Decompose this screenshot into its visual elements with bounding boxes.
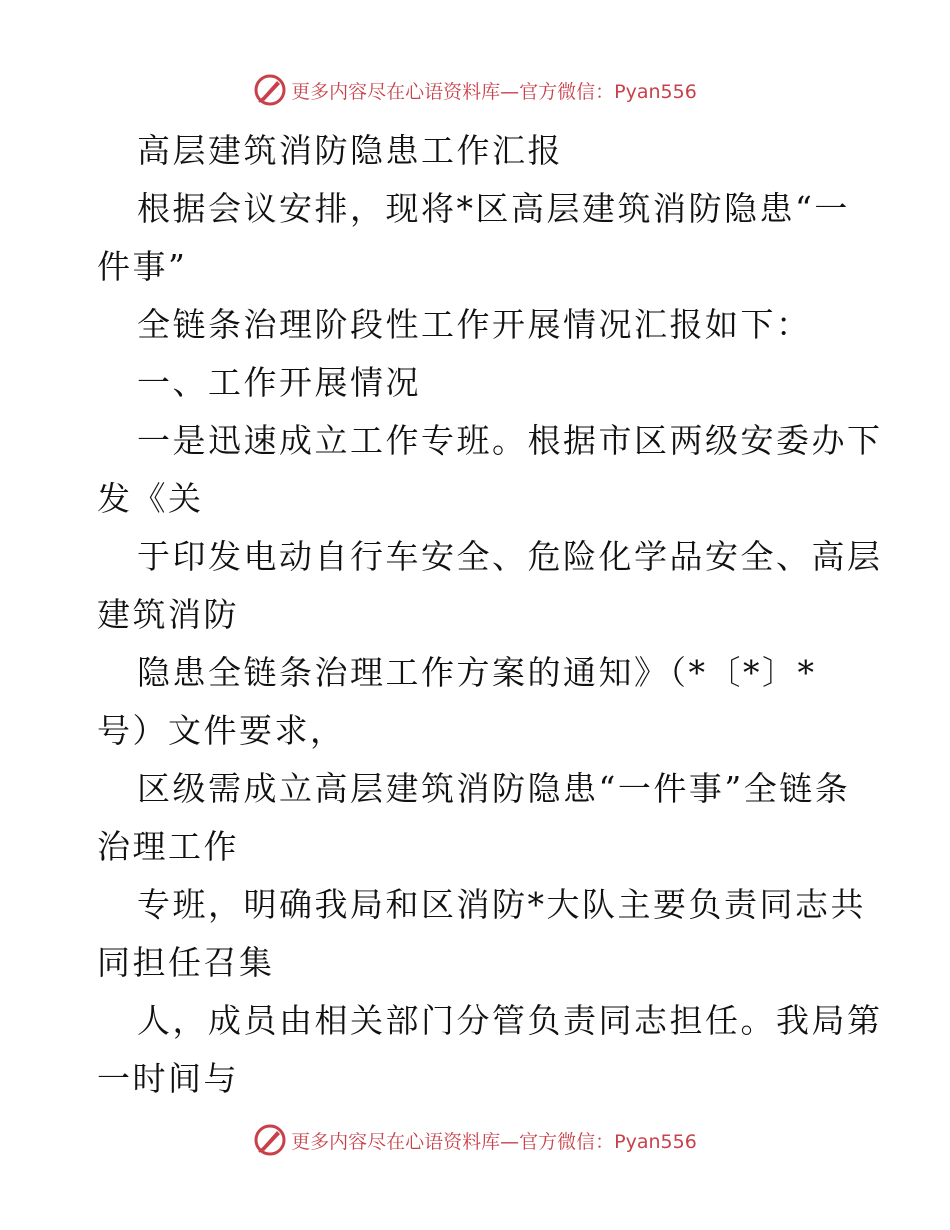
paragraph-line: 隐患全链条治理工作方案的通知》（*〔*〕* xyxy=(137,653,817,692)
paragraph-line: 件事” xyxy=(97,247,188,286)
footer-watermark xyxy=(0,1120,950,1160)
paragraph-line: 一是迅速成立工作专班。根据市区两级安委办下 xyxy=(137,421,883,460)
paragraph-line: 发《关 xyxy=(97,479,204,518)
paragraph-line: 同担任召集 xyxy=(97,943,275,982)
header-watermark xyxy=(0,70,950,110)
watermark-text: 更多内容尽在心语资料库—官方微信：Pyan556 xyxy=(291,80,697,103)
quill-pen-logo-icon xyxy=(253,1123,287,1157)
paragraph-line: 一、工作开展情况 xyxy=(137,363,421,402)
document-title: 高层建筑消防隐患工作汇报 xyxy=(137,131,563,170)
paragraph-line: 于印发电动自行车安全、危险化学品安全、高层 xyxy=(137,537,883,576)
quill-pen-logo-icon xyxy=(253,73,287,107)
paragraph-line: 人，成员由相关部门分管负责同志担任。我局第 xyxy=(137,1001,883,1040)
paragraph-line: 一时间与 xyxy=(97,1059,239,1098)
paragraph-line: 建筑消防 xyxy=(97,595,239,634)
paragraph-line: 专班，明确我局和区消防*大队主要负责同志共 xyxy=(137,885,866,924)
watermark-text: 更多内容尽在心语资料库—官方微信：Pyan556 xyxy=(291,1130,697,1153)
paragraph-line: 号）文件要求， xyxy=(97,711,346,750)
document-body xyxy=(97,122,883,1108)
paragraph-line: 区级需成立高层建筑消防隐患“一件事”全链条 xyxy=(137,769,851,808)
paragraph-line: 治理工作 xyxy=(97,827,239,866)
paragraph-line: 根据会议安排，现将*区高层建筑消防隐患“一 xyxy=(137,189,850,228)
paragraph-line: 全链条治理阶段性工作开展情况汇报如下： xyxy=(137,305,812,344)
